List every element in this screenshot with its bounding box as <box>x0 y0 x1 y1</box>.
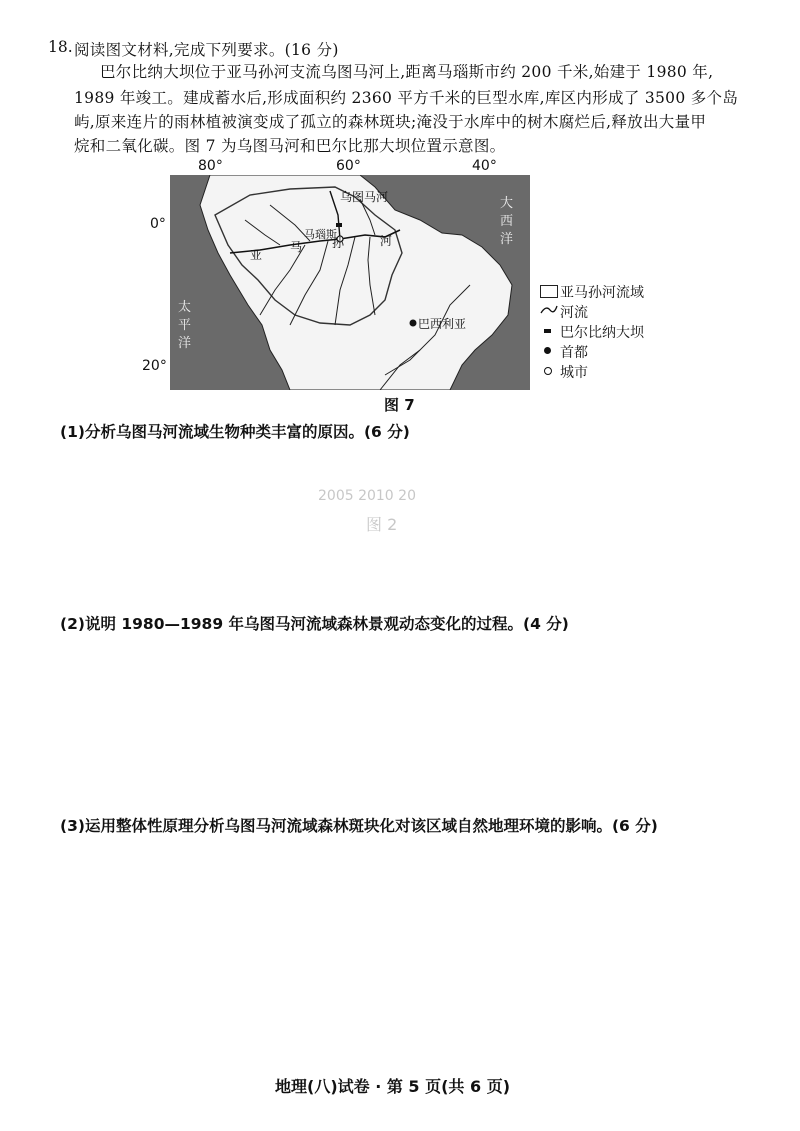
bleed-through-axis: 2005 2010 20 <box>318 488 416 504</box>
river-line-icon <box>540 302 558 322</box>
legend-river-label: 河流 <box>560 305 588 321</box>
legend-capital-label: 首都 <box>560 345 588 361</box>
label-amazon-1: 亚 <box>250 248 263 262</box>
label-amazon-4: 河 <box>380 234 393 248</box>
legend-dam-label: 巴尔比纳大坝 <box>560 325 644 341</box>
label-atlantic-3: 洋 <box>500 232 514 247</box>
basin-box-icon <box>540 285 558 298</box>
paragraph-line-4: 烷和二氧化碳。图 7 为乌图马河和巴尔比那大坝位置示意图。 <box>74 137 506 155</box>
legend-city-label: 城市 <box>560 365 588 381</box>
lat-label-20: 20° <box>142 358 167 374</box>
brasilia-capital-marker <box>410 320 417 327</box>
sub-question-2: (2)说明 1980—1989 年乌图马河流域森林景观动态变化的过程。(4 分) <box>60 615 569 633</box>
sub-question-3: (3)运用整体性原理分析乌图马河流域森林斑块化对该区域自然地理环境的影响。(6 分) <box>60 817 658 835</box>
label-uatuma-river: 乌图马河 <box>340 190 389 204</box>
map-svg <box>170 175 530 390</box>
legend-basin-label: 亚马孙河流域 <box>560 285 644 301</box>
lon-label-80: 80° <box>198 158 223 174</box>
label-atlantic-2: 西 <box>500 214 514 229</box>
question-instruction: 阅读图文材料,完成下列要求。(16 分) <box>74 41 339 59</box>
label-amazon-2: 马 <box>290 240 303 254</box>
lon-label-40: 40° <box>472 158 497 174</box>
sub-question-1: (1)分析乌图马河流域生物种类丰富的原因。(6 分) <box>60 423 410 441</box>
paragraph-line-3: 屿,原来连片的雨林植被演变成了孤立的森林斑块;淹没于水库中的树木腐烂后,释放出大量甲 <box>74 113 707 131</box>
capital-dot-icon <box>544 347 551 354</box>
page-footer: 地理(八)试卷 · 第 5 页(共 6 页) <box>275 1077 511 1096</box>
label-pacific-2: 平 <box>178 318 192 333</box>
figure-caption: 图 7 <box>384 396 415 414</box>
paragraph-line-2: 1989 年竣工。建成蓄水后,形成面积约 2360 平方千米的巨型水库,库区内形成了 3500 多个岛 <box>74 89 739 107</box>
label-atlantic-1: 大 <box>500 196 514 211</box>
bleed-through-fig: 图 2 <box>366 515 398 534</box>
label-pacific-3: 洋 <box>178 336 192 351</box>
paragraph-line-1: 巴尔比纳大坝位于亚马孙河支流乌图马河上,距离马瑙斯市约 200 千米,始建于 1980 年, <box>100 63 714 81</box>
lat-label-0: 0° <box>150 216 166 232</box>
label-manaus: 马瑙斯 <box>304 228 337 241</box>
lon-label-60: 60° <box>336 158 361 174</box>
location-map <box>170 175 530 390</box>
question-number: 18. <box>48 38 73 56</box>
dam-mark-icon <box>544 329 551 333</box>
label-brasilia: 巴西利亚 <box>418 317 467 331</box>
label-pacific-1: 太 <box>178 300 192 315</box>
label-amazon-3: 孙 <box>332 236 345 250</box>
city-circle-icon <box>544 367 552 375</box>
